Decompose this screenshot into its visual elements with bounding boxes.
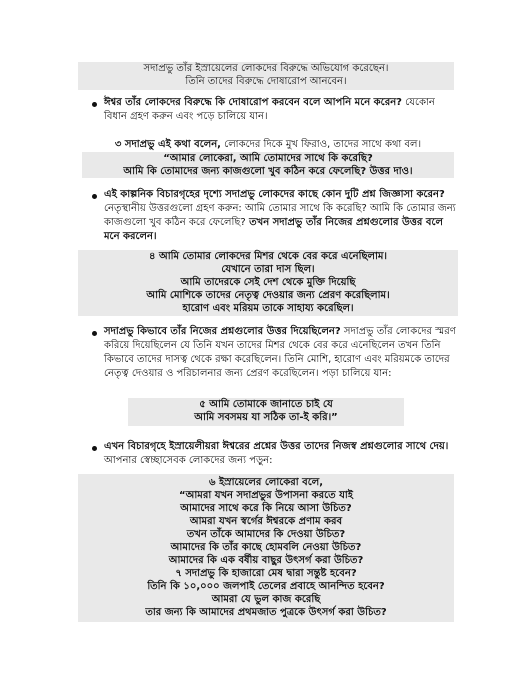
scripture-line: তখন তাঁকে আমাদের কি দেওয়া উচিত? bbox=[186, 529, 346, 540]
question-instruction: আপনার স্বেচ্ছাসেবক লোকদের জন্য পড়ুন: bbox=[104, 455, 273, 466]
question-instruction: নেতৃস্থানীয় উত্তরগুলো গ্রহণ করুন: আমি তোমার সাথে কি করেছি? আমি কি তোমার জন্য কাজগুলো খুব কঠিন করে ফেলেছি? bbox=[104, 203, 456, 228]
scripture-line: আমাদের সাথে করে কি নিয়ে আসা উচিত? bbox=[180, 503, 352, 514]
scripture-line: যেখানে তারা দাস ছিল। bbox=[221, 264, 315, 275]
question-paragraph-1 bbox=[104, 96, 454, 124]
question-bold: এখন বিচারগৃহে ইস্রায়েলীয়রা ঈশ্বরের প্রশ্নের উত্তর তাদের নিজস্ব প্রশ্নগুলোর সাথে দেয়। bbox=[104, 441, 449, 452]
scripture-line: আমাদের কি এক বর্ষীয় বাছুর উৎসর্গ করা উচিত? bbox=[168, 555, 364, 566]
quote-line: আমি কি তোমাদের জন্য কাজগুলো খুব কঠিন করে ফেলেছি? উত্তর দাও। bbox=[123, 166, 413, 177]
scripture-line: আমি মোশিকে তাদের নেতৃত্ব দেওয়ার জন্য প্রেরণ করেছিলাম। bbox=[146, 290, 390, 301]
question-instruction: যেকোন বিধান গ্রহণ করুন এবং পড়ে চালিয়ে যান। bbox=[104, 97, 435, 122]
scripture-line: আমি সবসময় যা সঠিক তা-ই করি।” bbox=[194, 412, 338, 423]
bullet-icon bbox=[92, 331, 97, 336]
scripture-line: আমি তাদেরকে সেই দেশ থেকে মুক্তি দিয়েছি bbox=[180, 277, 356, 288]
scripture-line: আমরা যখন স্বর্গের ঈশ্বরকে প্রণাম করব bbox=[189, 516, 343, 527]
scripture-line: তিনি তাদের বিরুদ্ধে দোষারোপ আনবেন। bbox=[185, 76, 347, 87]
verse-3-lead: ৩ সদাপ্রভু এই কথা বলেন, bbox=[114, 139, 221, 150]
question-bold-followup: তখন সদাপ্রভু তাঁর নিজের প্রশ্নগুলোর উত্তর বলে মনে করলেন। bbox=[104, 217, 443, 242]
scripture-line: সদাপ্রভু তাঁর ইস্রায়েলের লোকদের বিরুদ্ধে অভিযোগ করেছেন। bbox=[143, 63, 389, 74]
question-bold: এই কাল্পনিক বিচারগৃহের দৃশ্যে সদাপ্রভু লোকদের কাছে কোন দুটি প্রশ্ন জিজ্ঞাসা করেন? bbox=[104, 189, 445, 200]
bullet-icon bbox=[92, 446, 97, 451]
bullet-icon bbox=[92, 102, 97, 107]
scripture-line: ৬ ইস্রায়েলের লোকেরা বলে, bbox=[209, 477, 323, 488]
scripture-line: ৫ আমি তোমাকে জানাতে চাই যে bbox=[199, 399, 333, 410]
bullet-icon bbox=[92, 194, 97, 199]
question-paragraph-2 bbox=[104, 188, 456, 244]
question-instruction: সদাপ্রভু তাঁর লোকদের স্মরণ করিয়ে দিয়েছিলেন যে তিনি যখন তাদের মিশর থেকে বের করে এনেছিলেন তখন তিনি কিভাবে তাদের দাসত্ব থেকে রক্ষা করেছিলেন। তিনি মোশি, হারোণ এবং মরিয়মকে তাদের নেতৃত্ব দেওয়ার ও পরিচালনার জন্য প্রেরণ করেছিলেন। পড়া চালিয়ে যান: bbox=[104, 326, 456, 379]
scripture-box-4 bbox=[78, 474, 454, 622]
verse-3-paragraph bbox=[72, 138, 464, 152]
scripture-line: “আমরা যখন সদাপ্রভুর উপাসনা করতে যাই bbox=[179, 490, 353, 501]
scripture-line: ৭ সদাপ্রভু কি হাজারো মেষ দ্বারা সন্তুষ্ট হবেন? bbox=[175, 568, 357, 579]
quote-line: “আমার লোকেরা, আমি তোমাদের সাথে কি করেছি? bbox=[163, 153, 373, 164]
scripture-line: ৪ আমি তোমার লোকদের মিশর থেকে বের করে এনেছিলাম। bbox=[148, 251, 388, 262]
question-paragraph-4 bbox=[104, 440, 458, 468]
scripture-line: আমাদের কি তাঁর কাছে হোমবলি নেওয়া উচিত? bbox=[170, 542, 362, 553]
scripture-line: আমরা যে ভুল কাজ করেছি bbox=[211, 594, 321, 605]
question-bold: ঈশ্বর তাঁর লোকদের বিরুদ্ধে কি দোষারোপ করবেন বলে আপনি মনে করেন? bbox=[104, 97, 402, 108]
scripture-line: তিনি কি ১০,০০০ জলপাই তেলের প্রবাহে আনন্দিত হবেন? bbox=[147, 581, 385, 592]
scripture-box-1 bbox=[78, 62, 454, 90]
scripture-line: তার জন্য কি আমাদের প্রথমজাত পুত্রকে উৎসর্গ করা উচিত? bbox=[145, 607, 387, 618]
scripture-box-2 bbox=[78, 250, 458, 316]
question-bold: সদাপ্রভু কিভাবে তাঁর নিজের প্রশ্নগুলোর উত্তর দিয়েছিলেন? bbox=[104, 326, 341, 337]
question-paragraph-3 bbox=[104, 325, 458, 381]
verse-3-text: লোকদের দিকে মুখ ফিরাও, তাদের সাথে কথা বল। bbox=[220, 139, 422, 150]
verse-3-quote-box bbox=[82, 152, 454, 178]
scripture-line: হারোণ এবং মরিয়ম তাকে সাহায্য করেছিল। bbox=[182, 303, 354, 314]
scripture-box-3 bbox=[128, 398, 404, 426]
